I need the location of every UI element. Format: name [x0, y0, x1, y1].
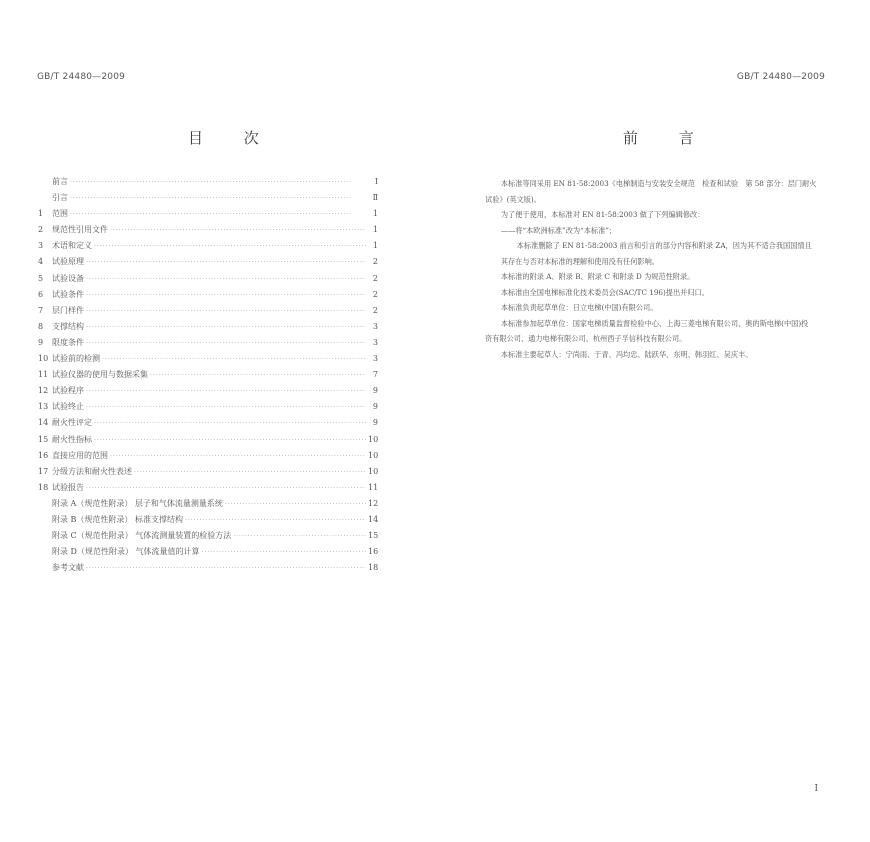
- toc-entry-page: 7: [372, 370, 378, 380]
- toc-entry-number: 16: [38, 450, 49, 460]
- toc-entry[interactable]: [38, 321, 378, 337]
- toc-entry[interactable]: [38, 289, 378, 305]
- toc-entry[interactable]: [38, 273, 378, 289]
- foreword-body: [485, 176, 825, 362]
- toc-entry-number: 5: [38, 273, 44, 283]
- toc-entry-title: 分级方法和耐火性表述: [52, 466, 132, 476]
- toc-leader-dots: [86, 565, 366, 572]
- table-of-contents: [38, 176, 378, 578]
- toc-entry-title: 附录 D（规范性附录） 气体流量值的计算: [52, 547, 200, 557]
- toc-entry-title: 层门样件: [52, 305, 84, 315]
- toc-entry-page: 11: [368, 482, 379, 492]
- toc-entry-number: 10: [38, 354, 49, 364]
- toc-leader-dots: [94, 437, 366, 444]
- toc-entry-number: 14: [38, 418, 49, 428]
- toc-entry-title: 试验原理: [52, 257, 84, 267]
- toc-leader-dots: [185, 517, 366, 524]
- foreword-paragraph: 其存在与否对本标准的理解和使用没有任何影响。: [500, 256, 659, 266]
- toc-entry-page: 2: [372, 305, 378, 315]
- foreword-paragraph: 为了便于使用，本标准对 EN 81-58:2003 做了下列编辑修改：: [500, 210, 705, 219]
- toc-entry-page: 10: [368, 434, 379, 444]
- toc-entry[interactable]: [38, 337, 378, 353]
- toc-entry-title: 附录 A（规范性附录） 层子和气体流量测量系统: [52, 498, 223, 508]
- toc-entry[interactable]: [38, 240, 378, 256]
- toc-entry-title: 试验仪器的使用与数据采集: [52, 370, 148, 380]
- toc-leader-dots: [86, 404, 366, 411]
- toc-entry-title: 范围: [52, 209, 68, 219]
- toc-entry-title: 限度条件: [52, 337, 84, 347]
- toc-entry[interactable]: [38, 256, 378, 272]
- toc-entry-title: 耐火性评定: [52, 418, 92, 428]
- toc-entry-page: 14: [368, 514, 379, 524]
- toc-entry[interactable]: [38, 546, 378, 562]
- page-number: I: [814, 784, 818, 794]
- toc-leader-dots: [86, 259, 366, 266]
- toc-entry-title: 试验程序: [52, 386, 84, 396]
- toc-entry[interactable]: [38, 401, 378, 417]
- toc-leader-dots: [134, 469, 366, 476]
- toc-entry-page: 9: [372, 386, 378, 396]
- toc-entry-title: 试验条件: [52, 289, 84, 299]
- toc-entry[interactable]: [38, 353, 378, 369]
- toc-leader-dots: [70, 179, 366, 186]
- toc-entry-title: 附录 C（规范性附录） 气体流测量装置的检验方法: [52, 531, 232, 541]
- toc-leader-dots: [86, 388, 366, 395]
- foreword-paragraph: ——将“本欧洲标准”改为“本标准”；: [500, 225, 617, 235]
- toc-entry-page: Ⅱ: [372, 193, 378, 203]
- toc-entry-title: 术语和定义: [52, 241, 92, 251]
- toc-leader-dots: [233, 533, 366, 540]
- toc-entry-page: 9: [372, 418, 378, 428]
- toc-leader-dots: [225, 501, 366, 508]
- toc-entry-title: 支撑结构: [52, 321, 84, 331]
- toc-entry-number: 4: [38, 257, 44, 267]
- toc-leader-dots: [110, 453, 366, 460]
- foreword-paragraph: 本标准负责起草单位：日立电梯(中国)有限公司。: [500, 303, 658, 312]
- toc-leader-dots: [102, 356, 366, 363]
- toc-entry[interactable]: [38, 305, 378, 321]
- foreword-paragraph: 本标准主要起草人：宁尚雨、于青、冯均忠、陆跃华、东明、韩羽红、吴庆丰。: [500, 349, 753, 359]
- toc-leader-dots: [86, 340, 366, 347]
- toc-entry[interactable]: [38, 434, 378, 450]
- toc-entry[interactable]: [38, 417, 378, 433]
- foreword-title: 前 言: [623, 129, 712, 147]
- toc-leader-dots: [70, 211, 366, 218]
- toc-entry-page: 10: [368, 466, 379, 476]
- toc-entry[interactable]: [38, 385, 378, 401]
- toc-entry-number: 12: [38, 386, 49, 396]
- toc-leader-dots: [94, 420, 366, 427]
- toc-entry[interactable]: [38, 224, 378, 240]
- toc-leader-dots: [70, 195, 366, 202]
- toc-leader-dots: [110, 227, 366, 234]
- toc-entry-page: 3: [372, 321, 378, 331]
- toc-leader-dots: [86, 292, 366, 299]
- toc-entry[interactable]: [38, 176, 378, 192]
- toc-entry[interactable]: [38, 208, 378, 224]
- toc-entry-number: 2: [38, 225, 44, 235]
- toc-entry-number: 13: [38, 402, 49, 412]
- toc-entry-number: 7: [38, 305, 44, 315]
- toc-entry[interactable]: [38, 482, 378, 498]
- toc-leader-dots: [202, 549, 367, 556]
- standard-number: GB/T 24480—2009: [37, 72, 126, 82]
- toc-entry[interactable]: [38, 466, 378, 482]
- toc-entry-page: 1: [372, 225, 378, 235]
- toc-entry-number: 3: [38, 241, 44, 251]
- foreword-paragraph: 试验》(英文版)。: [485, 194, 541, 204]
- toc-entry-page: 2: [372, 257, 378, 267]
- toc-entry-title: 试验设备: [52, 273, 84, 283]
- toc-entry-title: 试验报告: [52, 482, 84, 492]
- foreword-paragraph: 资有限公司、通力电梯有限公司、杭州西子孚信科技有限公司。: [485, 334, 687, 343]
- toc-entry[interactable]: [38, 369, 378, 385]
- foreword-paragraph: 本标准删除了 EN 81-58:2003 前言和引言的部分内容和附录 ZA，因为其不适合我国国情且: [516, 241, 812, 250]
- toc-entry-title: 规范性引用文件: [52, 225, 108, 235]
- toc-entry-title: 附录 B（规范性附录） 标准支撑结构: [52, 514, 183, 524]
- toc-entry-title: 耐火性指标: [52, 434, 92, 444]
- toc-entry-page: 12: [368, 498, 379, 508]
- toc-leader-dots: [86, 276, 366, 283]
- toc-leader-dots: [94, 243, 366, 250]
- toc-entry-number: 9: [38, 337, 44, 347]
- toc-leader-dots: [86, 485, 366, 492]
- toc-entry[interactable]: [38, 192, 378, 208]
- toc-entry-page: 16: [368, 547, 379, 557]
- toc-leader-dots: [86, 324, 366, 331]
- toc-entry-number: 11: [38, 370, 49, 380]
- toc-entry-title: 直接应用的范围: [52, 450, 108, 460]
- right-page: [435, 0, 870, 842]
- toc-entry-page: Ⅰ: [374, 177, 378, 186]
- toc-entry-number: 1: [38, 209, 44, 219]
- toc-entry-title: 参考文献: [52, 563, 84, 573]
- toc-entry[interactable]: [38, 514, 378, 530]
- toc-entry-page: 10: [368, 450, 379, 460]
- toc-entry-page: 1: [372, 209, 378, 219]
- foreword-paragraph: 本标准的附录 A、附录 B、附录 C 和附录 D 为规范性附录。: [500, 272, 695, 281]
- toc-entry[interactable]: [38, 530, 378, 546]
- foreword-paragraph: 本标准等同采用 EN 81-58:2003《电梯制造与安装安全规范 检查和试验 第 58 部分：层门耐火: [500, 179, 817, 188]
- toc-entry-page: 3: [372, 337, 378, 347]
- toc-entry-number: 15: [38, 434, 49, 444]
- standard-number: GB/T 24480—2009: [736, 72, 825, 82]
- toc-entry-page: 15: [368, 531, 379, 541]
- toc-entry-number: 17: [38, 466, 49, 476]
- foreword-paragraph: 本标准参加起草单位：国家电梯质量监督检验中心、上海三菱电梯有限公司、奥的斯电梯(中国)投: [500, 318, 809, 328]
- toc-entry-number: 6: [38, 289, 44, 299]
- toc-entry[interactable]: [38, 450, 378, 466]
- toc-entry-title: 试验前的检测: [52, 354, 100, 364]
- toc-entry-page: 2: [372, 289, 378, 299]
- toc-entry-page: 3: [372, 354, 378, 364]
- toc-entry-page: 2: [372, 273, 378, 283]
- toc-entry-page: 9: [372, 402, 378, 412]
- toc-entry[interactable]: [38, 562, 378, 578]
- toc-entry-page: 18: [368, 563, 379, 573]
- toc-entry-page: 1: [372, 241, 378, 251]
- toc-entry-number: 8: [38, 321, 44, 331]
- toc-entry-title: 试验终止: [52, 402, 84, 412]
- toc-leader-dots: [150, 372, 366, 379]
- toc-entry-title: 引言: [52, 193, 68, 203]
- toc-entry[interactable]: [38, 498, 378, 514]
- toc-title: 目 次: [188, 129, 277, 147]
- toc-leader-dots: [86, 308, 366, 315]
- toc-entry-number: 18: [38, 482, 49, 492]
- foreword-paragraph: 本标准由全国电梯标准化技术委员会(SAC/TC 196)提出并归口。: [500, 287, 709, 297]
- toc-entry-title: 前言: [52, 177, 68, 186]
